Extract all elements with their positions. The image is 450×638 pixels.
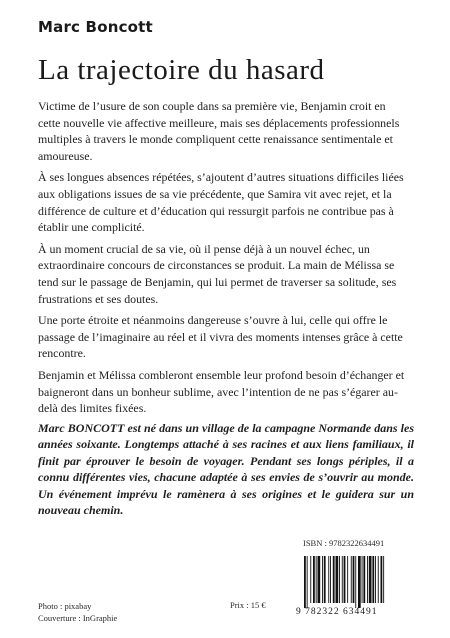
author-bio (38, 420, 414, 518)
author-bio-text: Marc BONCOTT est né dans un village de la campagne Normande dans les années soixante. Longtemps attaché à ses racines et aux liens familiaux, il finit par éprouver le besoin de voyager. Pendant ses longs périples, il a connu différentes vies, chacune adaptée à ses envies de s’ouvrir au monde. Un événement imprévu le ramènera à ses origines et le guidera sur un nouveau chemin. (38, 421, 414, 518)
synopsis-paragraph: Une porte étroite et néanmoins dangereuse s’ouvre à lui, celle qui offre le passage de l’imaginaire au réel et il vivra des moments intenses grâce à cette rencontre. (38, 313, 403, 361)
synopsis (38, 98, 410, 422)
price: Prix : 15 € (230, 600, 266, 610)
book-title: La trajectoire du hasard (38, 54, 325, 86)
synopsis-paragraph: À ses longues absences répétées, s’ajoutent d’autres situations difficiles liées aux obligations issues de sa vie précédente, que Samira vit avec rejet, et la différence de culture et d’éducation qui ressurgit parfois ne contribue pas à établir une complicité. (38, 170, 404, 235)
barcode-digits: 9 782322 634491 (296, 607, 378, 617)
synopsis-paragraph: Victime de l’usure de son couple dans sa première vie, Benjamin croit en cette nouvelle vie affective meilleure, mais ses déplacements professionnels multiples à travers le monde compliquent cette renaissance sentimentale et amoureuse. (38, 99, 400, 163)
synopsis-paragraph: À un moment crucial de sa vie, où il pense déjà à un nouvel échec, un extraordinaire concours de circonstances se produit. La main de Mélissa se tend sur le passage de Benjamin, qui lui permet de traverser sa solitude, ses frustrations et ses doutes. (38, 241, 397, 306)
cover-credit: Couverture : InGraphie (38, 613, 118, 623)
photo-credit: Photo : pixabay (38, 601, 92, 611)
barcode-icon (302, 556, 412, 608)
credits (38, 600, 117, 624)
author-name: Marc Boncott (38, 18, 153, 36)
isbn-label: ISBN : 9782322634491 (303, 538, 385, 548)
synopsis-paragraph: Benjamin et Mélissa combleront ensemble leur profond besoin d’échanger et baigneront dans un bonheur sublime, avec l’intention de ne pas s’égarer au-delà des limites fixées. (38, 367, 405, 416)
